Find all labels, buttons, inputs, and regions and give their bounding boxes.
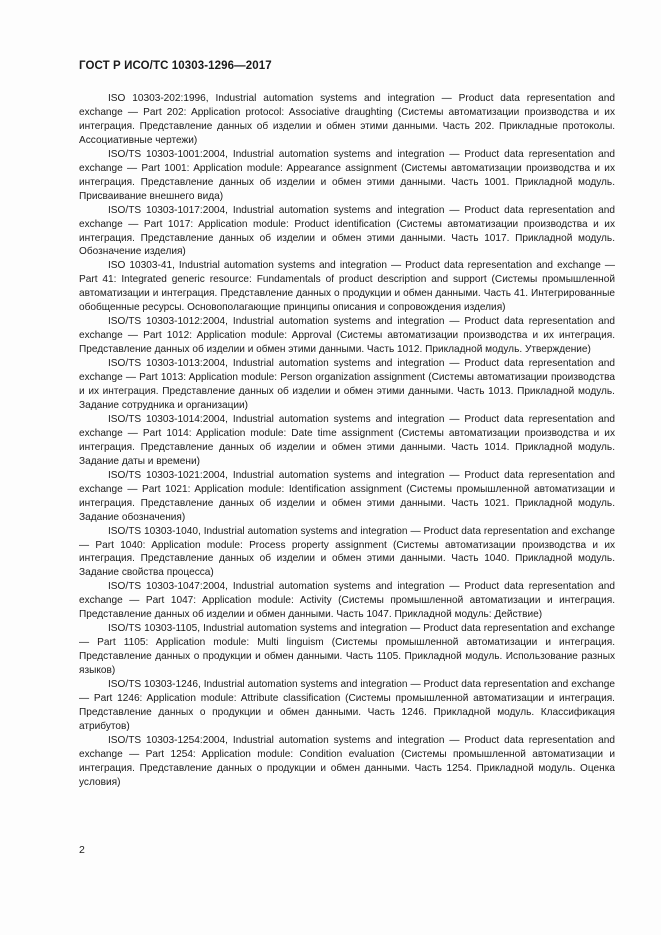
reference-entry: ISO/TS 10303-1105, Industrial automation systems and integration — Product data representation and exchange — Part 1105: Application module: Multi linguism (Системы промышленной автоматизации и интеграция. Представление данных о продукции и обмен данными. Часть 1105. Прикладной модуль. Использование разных языков) xyxy=(79,623,615,677)
reference-entry: ISO/TS 10303-1047:2004, Industrial automation systems and integration — Product data representation and exchange — Part 1047: Application module: Activity (Системы промышленной автоматизации и интеграция. Представление данных об изделии и обмен данными. Часть 1047. Прикладной модуль: Действие) xyxy=(79,581,615,621)
reference-entry: ISO/TS 10303-1017:2004, Industrial automation systems and integration — Product data representation and exchange — Part 1017: Application module: Product identification (Системы автоматизации производства и их интеграция. Представление данных об изделии и обмен этими данными. Часть 1017. Прикладной модуль. Обозначение изделия) xyxy=(79,204,615,258)
reference-entry: ISO/TS 10303-1246, Industrial automation systems and integration — Product data representation and exchange — Part 1246: Application module: Attribute classification (Системы промышленной автоматизации и интеграция. Представление данных о продукции и обмен данными. Часть 1246. Прикладной модуль. Классификация атрибутов) xyxy=(79,679,615,732)
reference-entry: ISO/TS 10303-1012:2004, Industrial automation systems and integration — Product data representation and exchange — Part 1012: Application module: Approval (Системы автоматизации производства и их интеграция. Представление данных об изделии и обмен этими данными. Часть 1012. Прикладной модуль. Утверждение) xyxy=(79,316,615,356)
page-number: 2 xyxy=(79,844,85,856)
reference-entry: ISO/TS 10303-1001:2004, Industrial automation systems and integration — Product data representation and exchange — Part 1001: Application module: Appearance assignment (Системы автоматизации производства и их интеграция. Представление данных об изделии и обмен этими данными. Часть 1001. Прикладной модуль. Присваивание внешнего вида) xyxy=(79,148,615,202)
reference-list xyxy=(79,92,615,790)
document-header: ГОСТ Р ИСО/ТС 10303-1296—2017 xyxy=(79,60,272,72)
reference-entry: ISO/TS 10303-1013:2004, Industrial automation systems and integration — Product data representation and exchange — Part 1013: Application module: Person organization assignment (Системы автоматизации производства и их интеграция. Представление данных об изделии и обмен этими данными. Часть 1013. Прикладной модуль. Задание сотрудника и организации) xyxy=(79,358,615,411)
reference-entry: ISO 10303-41, Industrial automation systems and integration — Product data representation and exchange — Part 41: Integrated generic resource: Fundamentals of product description and support (Системы промышленной автоматизации и интеграция. Представление данных о продукции и обмен данными. Часть 41. Интегрированные обобщенные ресурсы. Основополагающие принципы описания и сопровождения изделия) xyxy=(79,260,615,314)
reference-entry: ISO 10303-202:1996, Industrial automation systems and integration — Product data representation and exchange — Part 202: Application protocol: Associative draughting (Системы автоматизации производства и их интеграция. Представление данных об изделии и обмен этими данными. Часть 202. Прикладные протоколы. Ассоциативные чертежи) xyxy=(79,93,615,146)
reference-entry: ISO/TS 10303-1014:2004, Industrial automation systems and integration — Product data representation and exchange — Part 1014: Application module: Date time assignment (Системы автоматизации производства и их интеграция. Представление данных об изделии и обмен этими данными. Часть 1014. Прикладной модуль. Задание даты и времени) xyxy=(79,413,615,467)
reference-entry: ISO/TS 10303-1021:2004, Industrial automation systems and integration — Product data representation and exchange — Part 1021: Application module: Identification assignment (Системы промышленной автоматизации и интеграция. Представление данных об изделии и обмен этими данными. Часть 1021. Прикладной модуль. Задание обозначения) xyxy=(79,469,615,523)
reference-entry: ISO/TS 10303-1254:2004, Industrial automation systems and integration — Product data representation and exchange — Part 1254: Application module: Condition evaluation (Системы промышленной автоматизации и интеграция. Представление данных о продукции и обмен данными. Часть 1254. Прикладной модуль. Оценка условия) xyxy=(79,734,615,788)
reference-entry: ISO/TS 10303-1040, Industrial automation systems and integration — Product data representation and exchange — Part 1040: Application module: Process property assignment (Системы автоматизации производства и их интеграция. Представление данных об изделии и обмен этими данными. Часть 1040. Прикладной модуль. Задание свойства процесса) xyxy=(79,525,615,579)
